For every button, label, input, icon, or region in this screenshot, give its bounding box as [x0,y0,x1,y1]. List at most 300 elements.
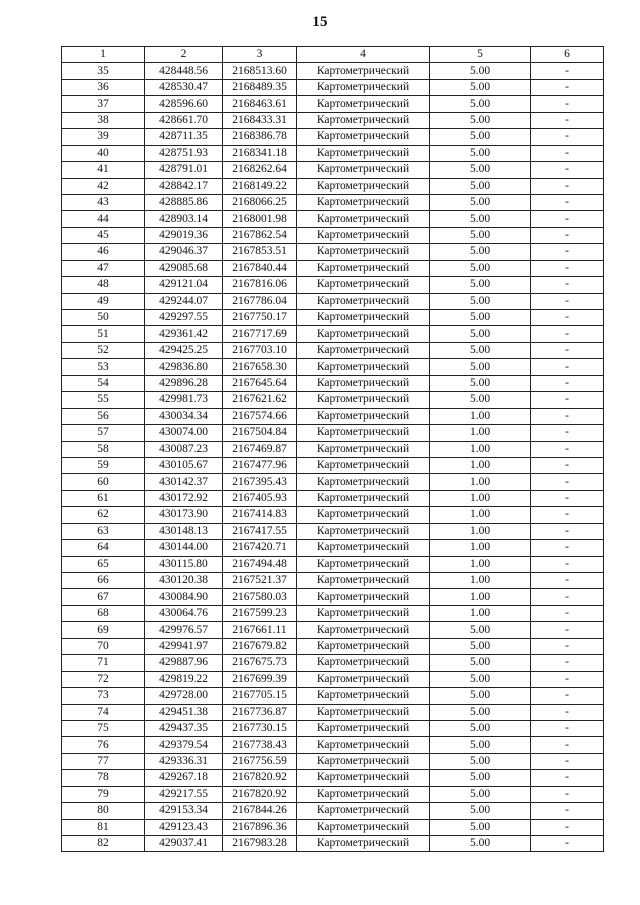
x-coordinate-cell: 428751.93 [145,145,223,161]
y-coordinate-cell: 2167621.62 [223,392,297,408]
accuracy-cell: 5.00 [430,720,531,736]
table-row [62,622,604,638]
method-cell: Картометрический [297,540,430,556]
method-cell: Картометрический [297,425,430,441]
table-row [62,129,604,145]
table-row [62,244,604,260]
x-coordinate-cell: 428903.14 [145,211,223,227]
accuracy-cell: 5.00 [430,803,531,819]
method-cell: Картометрический [297,375,430,391]
point-number-cell: 61 [62,490,145,506]
accuracy-cell: 5.00 [430,326,531,342]
accuracy-cell: 5.00 [430,671,531,687]
column-header: 6 [531,47,604,63]
y-coordinate-cell: 2167599.23 [223,605,297,621]
note-cell: - [531,162,604,178]
y-coordinate-cell: 2167494.48 [223,556,297,572]
note-cell: - [531,96,604,112]
note-cell: - [531,523,604,539]
column-header: 3 [223,47,297,63]
point-number-cell: 64 [62,540,145,556]
method-cell: Картометрический [297,556,430,572]
x-coordinate-cell: 429153.34 [145,803,223,819]
point-number-cell: 39 [62,129,145,145]
accuracy-cell: 5.00 [430,194,531,210]
method-cell: Картометрический [297,260,430,276]
x-coordinate-cell: 429217.55 [145,786,223,802]
accuracy-cell: 5.00 [430,392,531,408]
table-row [62,457,604,473]
note-cell: - [531,540,604,556]
accuracy-cell: 5.00 [430,753,531,769]
method-cell: Картометрический [297,655,430,671]
x-coordinate-cell: 429728.00 [145,688,223,704]
point-number-cell: 54 [62,375,145,391]
point-number-cell: 56 [62,408,145,424]
method-cell: Картометрический [297,704,430,720]
column-header: 1 [62,47,145,63]
y-coordinate-cell: 2168341.18 [223,145,297,161]
method-cell: Картометрический [297,194,430,210]
y-coordinate-cell: 2167896.36 [223,819,297,835]
method-cell: Картометрический [297,589,430,605]
x-coordinate-cell: 430173.90 [145,507,223,523]
table-row [62,359,604,375]
method-cell: Картометрический [297,622,430,638]
note-cell: - [531,244,604,260]
x-coordinate-cell: 429976.57 [145,622,223,638]
x-coordinate-cell: 428530.47 [145,79,223,95]
note-cell: - [531,803,604,819]
x-coordinate-cell: 430084.90 [145,589,223,605]
x-coordinate-cell: 428791.01 [145,162,223,178]
x-coordinate-cell: 429297.55 [145,310,223,326]
method-cell: Картометрический [297,96,430,112]
accuracy-cell: 5.00 [430,178,531,194]
y-coordinate-cell: 2167820.92 [223,770,297,786]
accuracy-cell: 5.00 [430,342,531,358]
y-coordinate-cell: 2167580.03 [223,589,297,605]
accuracy-cell: 5.00 [430,112,531,128]
method-cell: Картометрический [297,227,430,243]
y-coordinate-cell: 2168386.78 [223,129,297,145]
point-number-cell: 67 [62,589,145,605]
point-number-cell: 55 [62,392,145,408]
y-coordinate-cell: 2167820.92 [223,786,297,802]
point-number-cell: 68 [62,605,145,621]
note-cell: - [531,260,604,276]
x-coordinate-cell: 429836.80 [145,359,223,375]
point-number-cell: 38 [62,112,145,128]
note-cell: - [531,474,604,490]
accuracy-cell: 5.00 [430,688,531,704]
point-number-cell: 59 [62,457,145,473]
accuracy-cell: 5.00 [430,63,531,79]
note-cell: - [531,310,604,326]
accuracy-cell: 5.00 [430,260,531,276]
note-cell: - [531,425,604,441]
accuracy-cell: 5.00 [430,638,531,654]
y-coordinate-cell: 2167504.84 [223,425,297,441]
note-cell: - [531,227,604,243]
accuracy-cell: 1.00 [430,425,531,441]
y-coordinate-cell: 2167840.44 [223,260,297,276]
method-cell: Картометрический [297,720,430,736]
x-coordinate-cell: 429379.54 [145,737,223,753]
y-coordinate-cell: 2167786.04 [223,293,297,309]
table-row [62,819,604,835]
y-coordinate-cell: 2167417.55 [223,523,297,539]
point-number-cell: 44 [62,211,145,227]
note-cell: - [531,211,604,227]
point-number-cell: 41 [62,162,145,178]
method-cell: Картометрический [297,671,430,687]
table-row [62,803,604,819]
method-cell: Картометрический [297,129,430,145]
point-number-cell: 65 [62,556,145,572]
method-cell: Картометрический [297,310,430,326]
x-coordinate-cell: 428448.56 [145,63,223,79]
method-cell: Картометрический [297,688,430,704]
x-coordinate-cell: 429085.68 [145,260,223,276]
column-header: 4 [297,47,430,63]
y-coordinate-cell: 2167703.10 [223,342,297,358]
point-number-cell: 71 [62,655,145,671]
point-number-cell: 37 [62,96,145,112]
point-number-cell: 72 [62,671,145,687]
x-coordinate-cell: 429887.96 [145,655,223,671]
x-coordinate-cell: 429267.18 [145,770,223,786]
table-row [62,704,604,720]
table-row [62,737,604,753]
accuracy-cell: 1.00 [430,523,531,539]
accuracy-cell: 5.00 [430,145,531,161]
table-row [62,178,604,194]
table-row [62,474,604,490]
note-cell: - [531,129,604,145]
note-cell: - [531,622,604,638]
y-coordinate-cell: 2167679.82 [223,638,297,654]
method-cell: Картометрический [297,211,430,227]
table-body [62,63,604,852]
method-cell: Картометрический [297,457,430,473]
method-cell: Картометрический [297,605,430,621]
note-cell: - [531,277,604,293]
y-coordinate-cell: 2167414.83 [223,507,297,523]
accuracy-cell: 5.00 [430,770,531,786]
method-cell: Картометрический [297,392,430,408]
point-number-cell: 60 [62,474,145,490]
note-cell: - [531,194,604,210]
table-row [62,573,604,589]
coordinates-table [61,46,604,852]
x-coordinate-cell: 429121.04 [145,277,223,293]
table-row [62,293,604,309]
table-row [62,540,604,556]
y-coordinate-cell: 2167477.96 [223,457,297,473]
x-coordinate-cell: 429361.42 [145,326,223,342]
note-cell: - [531,737,604,753]
point-number-cell: 51 [62,326,145,342]
table-row [62,589,604,605]
x-coordinate-cell: 430142.37 [145,474,223,490]
note-cell: - [531,457,604,473]
accuracy-cell: 5.00 [430,96,531,112]
table-row [62,145,604,161]
method-cell: Картометрический [297,79,430,95]
table-row [62,162,604,178]
accuracy-cell: 5.00 [430,244,531,260]
point-number-cell: 45 [62,227,145,243]
x-coordinate-cell: 429425.25 [145,342,223,358]
note-cell: - [531,836,604,852]
method-cell: Картометрический [297,277,430,293]
point-number-cell: 78 [62,770,145,786]
note-cell: - [531,293,604,309]
y-coordinate-cell: 2167862.54 [223,227,297,243]
note-cell: - [531,178,604,194]
table-row [62,523,604,539]
note-cell: - [531,573,604,589]
point-number-cell: 80 [62,803,145,819]
x-coordinate-cell: 430120.38 [145,573,223,589]
note-cell: - [531,490,604,506]
table-row [62,375,604,391]
x-coordinate-cell: 430087.23 [145,441,223,457]
accuracy-cell: 5.00 [430,359,531,375]
x-coordinate-cell: 430172.92 [145,490,223,506]
x-coordinate-cell: 429244.07 [145,293,223,309]
x-coordinate-cell: 429123.43 [145,819,223,835]
y-coordinate-cell: 2167730.15 [223,720,297,736]
table-row [62,836,604,852]
accuracy-cell: 5.00 [430,129,531,145]
table-row [62,408,604,424]
note-cell: - [531,112,604,128]
table-row [62,79,604,95]
note-cell: - [531,704,604,720]
point-number-cell: 70 [62,638,145,654]
accuracy-cell: 1.00 [430,408,531,424]
point-number-cell: 76 [62,737,145,753]
x-coordinate-cell: 428842.17 [145,178,223,194]
point-number-cell: 58 [62,441,145,457]
note-cell: - [531,326,604,342]
point-number-cell: 46 [62,244,145,260]
note-cell: - [531,786,604,802]
method-cell: Картометрический [297,836,430,852]
x-coordinate-cell: 429037.41 [145,836,223,852]
note-cell: - [531,342,604,358]
point-number-cell: 42 [62,178,145,194]
note-cell: - [531,63,604,79]
point-number-cell: 52 [62,342,145,358]
accuracy-cell: 5.00 [430,737,531,753]
table-row [62,277,604,293]
y-coordinate-cell: 2167705.15 [223,688,297,704]
x-coordinate-cell: 428661.70 [145,112,223,128]
point-number-cell: 43 [62,194,145,210]
method-cell: Картометрический [297,162,430,178]
y-coordinate-cell: 2167661.11 [223,622,297,638]
method-cell: Картометрический [297,507,430,523]
accuracy-cell: 5.00 [430,277,531,293]
accuracy-cell: 1.00 [430,540,531,556]
accuracy-cell: 5.00 [430,211,531,227]
accuracy-cell: 5.00 [430,293,531,309]
x-coordinate-cell: 430144.00 [145,540,223,556]
x-coordinate-cell: 429019.36 [145,227,223,243]
point-number-cell: 35 [62,63,145,79]
y-coordinate-cell: 2167420.71 [223,540,297,556]
x-coordinate-cell: 430105.67 [145,457,223,473]
y-coordinate-cell: 2167699.39 [223,671,297,687]
point-number-cell: 79 [62,786,145,802]
y-coordinate-cell: 2168066.25 [223,194,297,210]
point-number-cell: 50 [62,310,145,326]
y-coordinate-cell: 2168433.31 [223,112,297,128]
column-header: 2 [145,47,223,63]
point-number-cell: 74 [62,704,145,720]
accuracy-cell: 5.00 [430,786,531,802]
table-row [62,342,604,358]
x-coordinate-cell: 429819.22 [145,671,223,687]
page-number: 15 [312,14,328,30]
point-number-cell: 81 [62,819,145,835]
method-cell: Картометрический [297,490,430,506]
method-cell: Картометрический [297,293,430,309]
accuracy-cell: 5.00 [430,227,531,243]
x-coordinate-cell: 430064.76 [145,605,223,621]
table-row [62,211,604,227]
note-cell: - [531,605,604,621]
accuracy-cell: 5.00 [430,655,531,671]
x-coordinate-cell: 430074.00 [145,425,223,441]
note-cell: - [531,688,604,704]
y-coordinate-cell: 2167675.73 [223,655,297,671]
method-cell: Картометрический [297,770,430,786]
method-cell: Картометрический [297,523,430,539]
point-number-cell: 40 [62,145,145,161]
note-cell: - [531,556,604,572]
column-header: 5 [430,47,531,63]
table-row [62,605,604,621]
accuracy-cell: 1.00 [430,474,531,490]
method-cell: Картометрический [297,638,430,654]
table-row [62,753,604,769]
accuracy-cell: 1.00 [430,457,531,473]
y-coordinate-cell: 2168513.60 [223,63,297,79]
note-cell: - [531,79,604,95]
note-cell: - [531,408,604,424]
method-cell: Картометрический [297,178,430,194]
y-coordinate-cell: 2168149.22 [223,178,297,194]
method-cell: Картометрический [297,803,430,819]
point-number-cell: 73 [62,688,145,704]
accuracy-cell: 1.00 [430,507,531,523]
note-cell: - [531,655,604,671]
y-coordinate-cell: 2168262.64 [223,162,297,178]
x-coordinate-cell: 429981.73 [145,392,223,408]
table-row [62,638,604,654]
table-row [62,227,604,243]
table-row [62,96,604,112]
method-cell: Картометрический [297,408,430,424]
point-number-cell: 57 [62,425,145,441]
note-cell: - [531,441,604,457]
table-row [62,720,604,736]
table-row [62,688,604,704]
note-cell: - [531,145,604,161]
table-row [62,786,604,802]
accuracy-cell: 5.00 [430,375,531,391]
method-cell: Картометрический [297,819,430,835]
table-row [62,112,604,128]
y-coordinate-cell: 2167717.69 [223,326,297,342]
accuracy-cell: 1.00 [430,589,531,605]
table-row [62,441,604,457]
y-coordinate-cell: 2167756.59 [223,753,297,769]
y-coordinate-cell: 2167853.51 [223,244,297,260]
point-number-cell: 48 [62,277,145,293]
accuracy-cell: 5.00 [430,310,531,326]
note-cell: - [531,392,604,408]
x-coordinate-cell: 429437.35 [145,720,223,736]
accuracy-cell: 1.00 [430,605,531,621]
method-cell: Картометрический [297,753,430,769]
x-coordinate-cell: 428885.86 [145,194,223,210]
method-cell: Картометрический [297,359,430,375]
table-row [62,310,604,326]
accuracy-cell: 5.00 [430,622,531,638]
note-cell: - [531,589,604,605]
x-coordinate-cell: 428596.60 [145,96,223,112]
method-cell: Картометрический [297,112,430,128]
table-row [62,770,604,786]
y-coordinate-cell: 2167738.43 [223,737,297,753]
note-cell: - [531,671,604,687]
table-row [62,260,604,276]
point-number-cell: 82 [62,836,145,852]
note-cell: - [531,819,604,835]
table-row [62,425,604,441]
accuracy-cell: 1.00 [430,556,531,572]
table-row [62,63,604,79]
point-number-cell: 47 [62,260,145,276]
point-number-cell: 62 [62,507,145,523]
y-coordinate-cell: 2168001.98 [223,211,297,227]
accuracy-cell: 5.00 [430,704,531,720]
table-row [62,326,604,342]
accuracy-cell: 5.00 [430,79,531,95]
note-cell: - [531,770,604,786]
note-cell: - [531,359,604,375]
point-number-cell: 49 [62,293,145,309]
y-coordinate-cell: 2167844.26 [223,803,297,819]
x-coordinate-cell: 429336.31 [145,753,223,769]
table-row [62,490,604,506]
point-number-cell: 69 [62,622,145,638]
table-row [62,671,604,687]
point-number-cell: 36 [62,79,145,95]
y-coordinate-cell: 2167736.87 [223,704,297,720]
accuracy-cell: 5.00 [430,162,531,178]
method-cell: Картометрический [297,326,430,342]
x-coordinate-cell: 429941.97 [145,638,223,654]
point-number-cell: 63 [62,523,145,539]
x-coordinate-cell: 430148.13 [145,523,223,539]
y-coordinate-cell: 2167750.17 [223,310,297,326]
